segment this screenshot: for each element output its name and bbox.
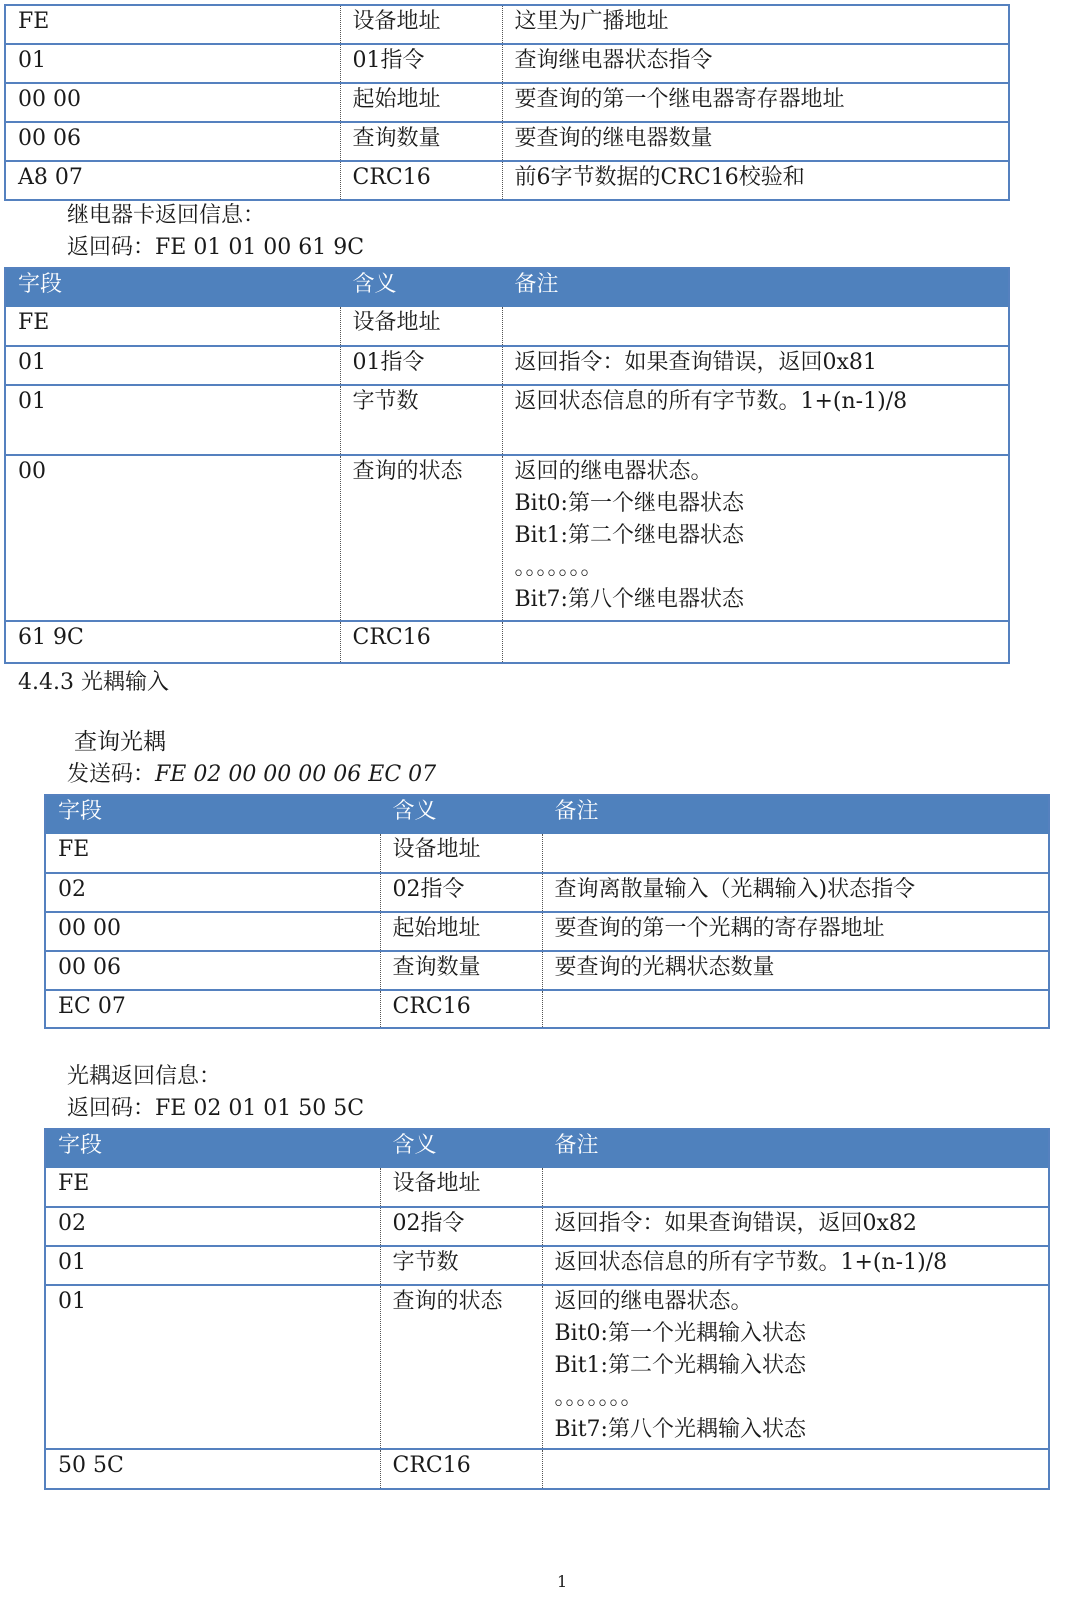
cell-note: 这里为广播地址 xyxy=(502,5,1009,44)
column-header-field: 字段 xyxy=(45,795,380,834)
table-row xyxy=(45,1168,1049,1207)
table-row xyxy=(45,834,1049,873)
cell-meaning: CRC16 xyxy=(340,621,502,663)
relay-return-code-label: 返回码： xyxy=(67,235,156,260)
relay-query-table xyxy=(4,4,1010,201)
note-line: Bit1:第二个光耦输入状态 xyxy=(554,1353,806,1378)
note-line: Bit0:第一个光耦输入状态 xyxy=(554,1321,806,1346)
cell-meaning: CRC16 xyxy=(340,161,502,200)
table-row xyxy=(5,44,1009,83)
note-line: 。。。。。。。 xyxy=(554,1385,643,1410)
relay-return-heading: 继电器卡返回信息： xyxy=(67,203,266,228)
column-header-field: 字段 xyxy=(45,1129,380,1168)
cell-meaning: 01指令 xyxy=(340,346,502,385)
table-row xyxy=(5,5,1009,44)
optocoupler-return-code-label: 返回码： xyxy=(67,1096,156,1121)
table-row xyxy=(45,912,1049,951)
cell-meaning: 起始地址 xyxy=(380,912,542,951)
optocoupler-return-table xyxy=(44,1128,1050,1490)
cell-field: 61 9C xyxy=(5,621,340,663)
cell-note xyxy=(542,1168,1049,1207)
cell-field: FE xyxy=(5,307,340,346)
cell-note: 前6字节数据的CRC16校验和 xyxy=(502,161,1009,200)
relay-return-table-body xyxy=(5,268,1009,663)
cell-field: 00 xyxy=(5,455,340,621)
cell-field: 01 xyxy=(45,1246,380,1285)
cell-meaning: 02指令 xyxy=(380,1207,542,1246)
cell-field: 01 xyxy=(5,385,340,455)
column-header-note: 备注 xyxy=(542,1129,1049,1168)
cell-note: 查询继电器状态指令 xyxy=(502,44,1009,83)
cell-note xyxy=(542,1285,1049,1449)
cell-field: A8 07 xyxy=(5,161,340,200)
relay-return-code-line xyxy=(67,232,364,264)
cell-note xyxy=(542,990,1049,1028)
optocoupler-return-code: FE 02 01 01 50 5C xyxy=(155,1096,365,1121)
cell-note: 要查询的光耦状态数量 xyxy=(542,951,1049,990)
table-row xyxy=(45,1207,1049,1246)
column-header-meaning: 含义 xyxy=(380,795,542,834)
table-row xyxy=(5,307,1009,346)
table-header-row xyxy=(45,1129,1049,1168)
cell-field: FE xyxy=(45,834,380,873)
column-header-note: 备注 xyxy=(502,268,1009,307)
optocoupler-return-table-body xyxy=(45,1129,1049,1489)
cell-field: 01 xyxy=(45,1285,380,1449)
column-header-note: 备注 xyxy=(542,795,1049,834)
relay-return-table xyxy=(4,267,1010,664)
cell-meaning: 设备地址 xyxy=(380,1168,542,1207)
relay-return-code: FE 01 01 00 61 9C xyxy=(155,235,365,260)
cell-field: 01 xyxy=(5,44,340,83)
cell-meaning: 查询的状态 xyxy=(340,455,502,621)
table-row xyxy=(45,990,1049,1028)
note-line: Bit7:第八个光耦输入状态 xyxy=(554,1417,806,1442)
cell-note: 要查询的第一个继电器寄存器地址 xyxy=(502,83,1009,122)
cell-note: 返回指令：如果查询错误，返回0x82 xyxy=(542,1207,1049,1246)
table-row xyxy=(5,621,1009,663)
cell-meaning: 字节数 xyxy=(380,1246,542,1285)
cell-note: 查询离散量输入（光耦输入)状态指令 xyxy=(542,873,1049,912)
cell-note xyxy=(542,834,1049,873)
optocoupler-query-table-body xyxy=(45,795,1049,1028)
note-line: Bit7:第八个继电器状态 xyxy=(514,587,744,612)
cell-note: 返回指令：如果查询错误，返回0x81 xyxy=(502,346,1009,385)
column-header-meaning: 含义 xyxy=(380,1129,542,1168)
column-header-meaning: 含义 xyxy=(340,268,502,307)
note-line: 返回的继电器状态。 xyxy=(514,459,713,484)
table-row xyxy=(45,873,1049,912)
cell-meaning: CRC16 xyxy=(380,1449,542,1489)
cell-meaning: 查询数量 xyxy=(380,951,542,990)
cell-field: FE xyxy=(45,1168,380,1207)
table-row xyxy=(5,161,1009,200)
cell-note xyxy=(502,621,1009,663)
table-row xyxy=(5,83,1009,122)
cell-field: 00 06 xyxy=(5,122,340,161)
note-line: Bit0:第一个继电器状态 xyxy=(514,491,744,516)
cell-meaning: CRC16 xyxy=(380,990,542,1028)
cell-note xyxy=(502,307,1009,346)
cell-field: 00 06 xyxy=(45,951,380,990)
table-row xyxy=(5,385,1009,455)
table-row xyxy=(45,1285,1049,1449)
cell-meaning: 字节数 xyxy=(340,385,502,455)
cell-field: 00 00 xyxy=(5,83,340,122)
table-row xyxy=(5,346,1009,385)
optocoupler-query-code-label: 发送码： xyxy=(67,762,156,787)
section-title: 光耦输入 xyxy=(80,670,169,695)
cell-note xyxy=(542,1449,1049,1489)
table-row xyxy=(45,951,1049,990)
optocoupler-query-table xyxy=(44,794,1050,1029)
page-number: 1 xyxy=(557,1572,568,1591)
relay-query-table-body xyxy=(5,5,1009,200)
cell-field: FE xyxy=(5,5,340,44)
cell-field: 02 xyxy=(45,1207,380,1246)
table-row xyxy=(5,455,1009,621)
cell-meaning: 查询数量 xyxy=(340,122,502,161)
note-line: 。。。。。。。 xyxy=(514,555,603,580)
optocoupler-query-title: 查询光耦 xyxy=(74,729,166,755)
optocoupler-return-heading: 光耦返回信息： xyxy=(67,1064,222,1089)
optocoupler-return-code-line xyxy=(67,1093,364,1125)
note-line: 返回的继电器状态。 xyxy=(554,1289,753,1314)
table-header-row xyxy=(45,795,1049,834)
optocoupler-query-code: FE 02 00 00 00 06 EC 07 xyxy=(155,762,437,787)
cell-field: 00 00 xyxy=(45,912,380,951)
section-heading xyxy=(18,667,169,699)
cell-meaning: 设备地址 xyxy=(340,5,502,44)
note-line: Bit1:第二个继电器状态 xyxy=(514,523,744,548)
cell-meaning: 02指令 xyxy=(380,873,542,912)
cell-meaning: 设备地址 xyxy=(340,307,502,346)
cell-field: 01 xyxy=(5,346,340,385)
column-header-field: 字段 xyxy=(5,268,340,307)
table-row xyxy=(45,1449,1049,1489)
optocoupler-query-code-line xyxy=(67,759,436,791)
cell-field: 50 5C xyxy=(45,1449,380,1489)
table-row xyxy=(45,1246,1049,1285)
cell-field: EC 07 xyxy=(45,990,380,1028)
cell-meaning: 起始地址 xyxy=(340,83,502,122)
cell-note: 返回状态信息的所有字节数。1+(n-1)/8 xyxy=(542,1246,1049,1285)
cell-field: 02 xyxy=(45,873,380,912)
cell-meaning: 设备地址 xyxy=(380,834,542,873)
section-number: 4.4.3 xyxy=(18,670,74,695)
cell-note: 返回状态信息的所有字节数。1+(n-1)/8 xyxy=(502,385,1009,455)
table-row xyxy=(5,122,1009,161)
cell-meaning: 01指令 xyxy=(340,44,502,83)
cell-note: 要查询的继电器数量 xyxy=(502,122,1009,161)
table-header-row xyxy=(5,268,1009,307)
cell-note xyxy=(502,455,1009,621)
cell-meaning: 查询的状态 xyxy=(380,1285,542,1449)
cell-note: 要查询的第一个光耦的寄存器地址 xyxy=(542,912,1049,951)
